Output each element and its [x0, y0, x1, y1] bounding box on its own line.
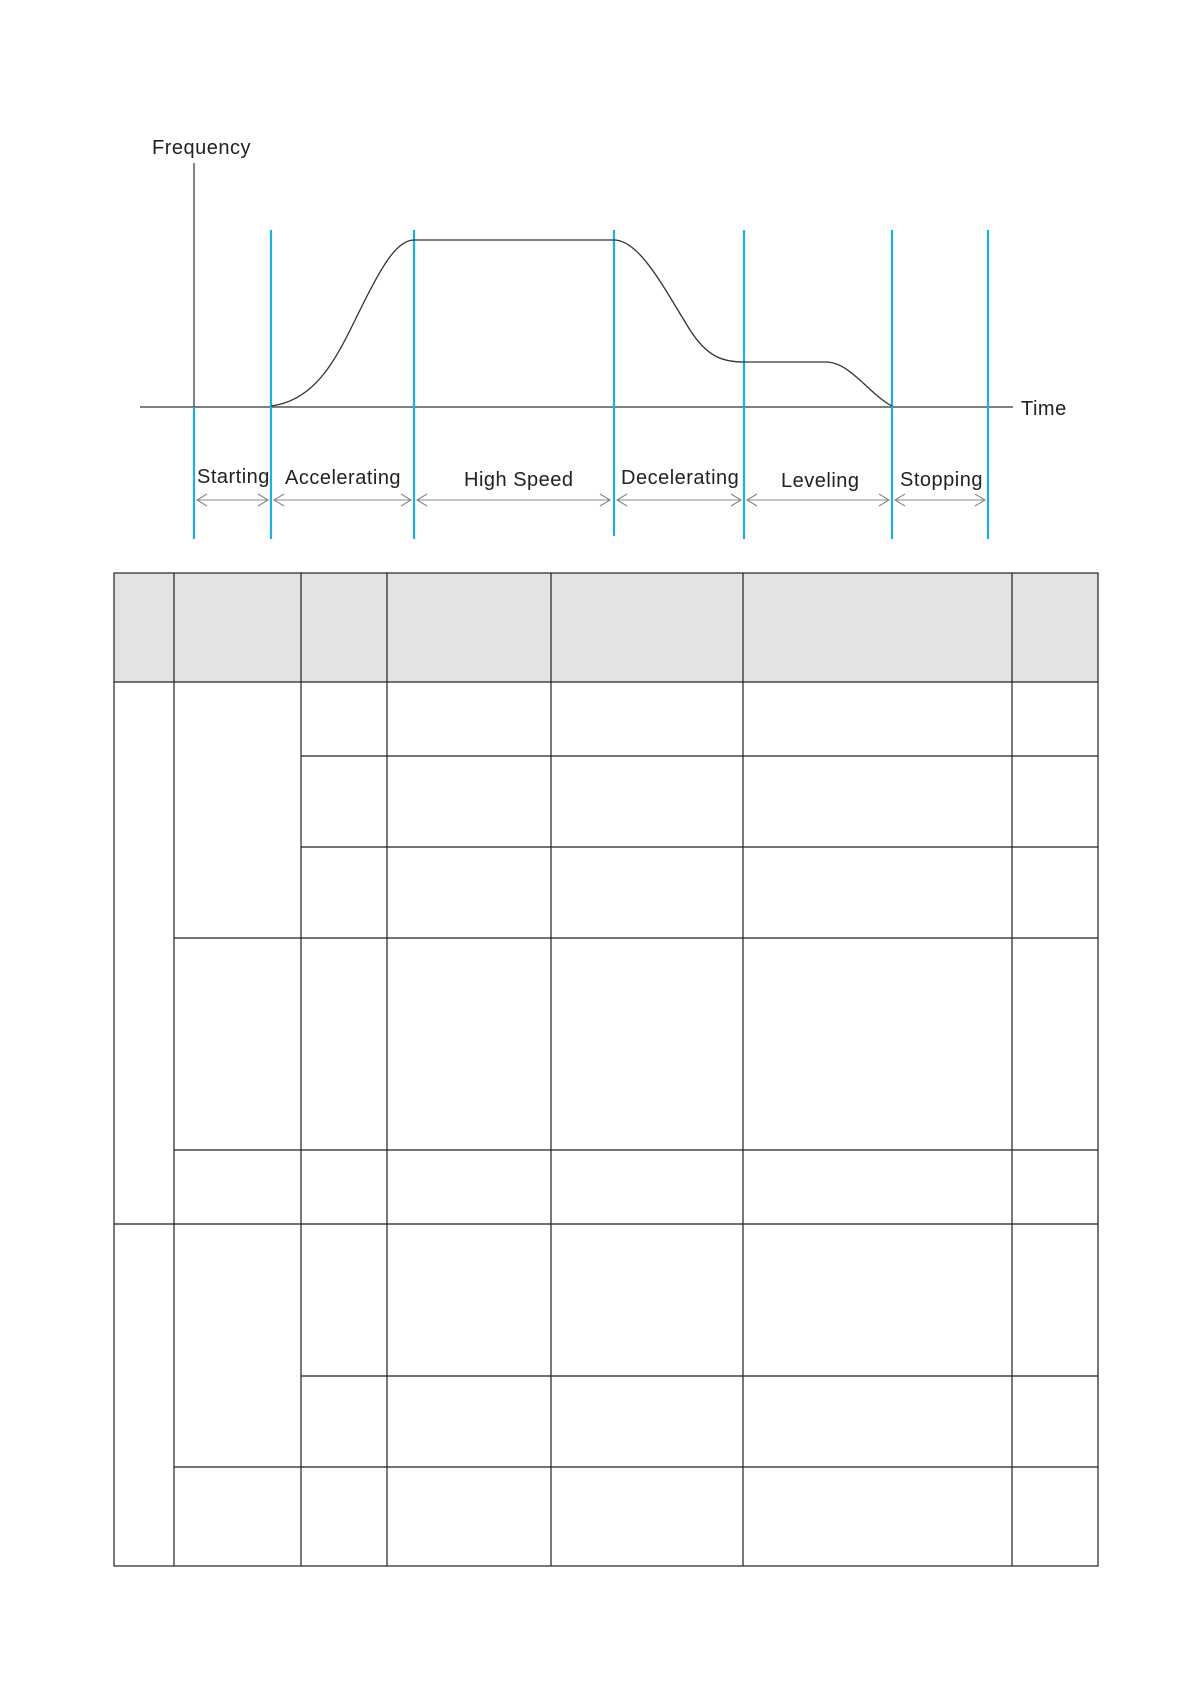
y-axis-label: Frequency — [152, 137, 251, 159]
phase-label-leveling: Leveling — [781, 470, 860, 492]
phase-label-stopping: Stopping — [900, 469, 983, 491]
phase-label-starting: Starting — [197, 466, 270, 488]
table-outer-border — [114, 573, 1098, 1566]
x-axis-label: Time — [1021, 398, 1067, 420]
phase-label-decelerating: Decelerating — [621, 467, 740, 489]
phase-label-accelerating: Accelerating — [285, 467, 402, 489]
phase-label-high-speed: High Speed — [464, 469, 574, 491]
